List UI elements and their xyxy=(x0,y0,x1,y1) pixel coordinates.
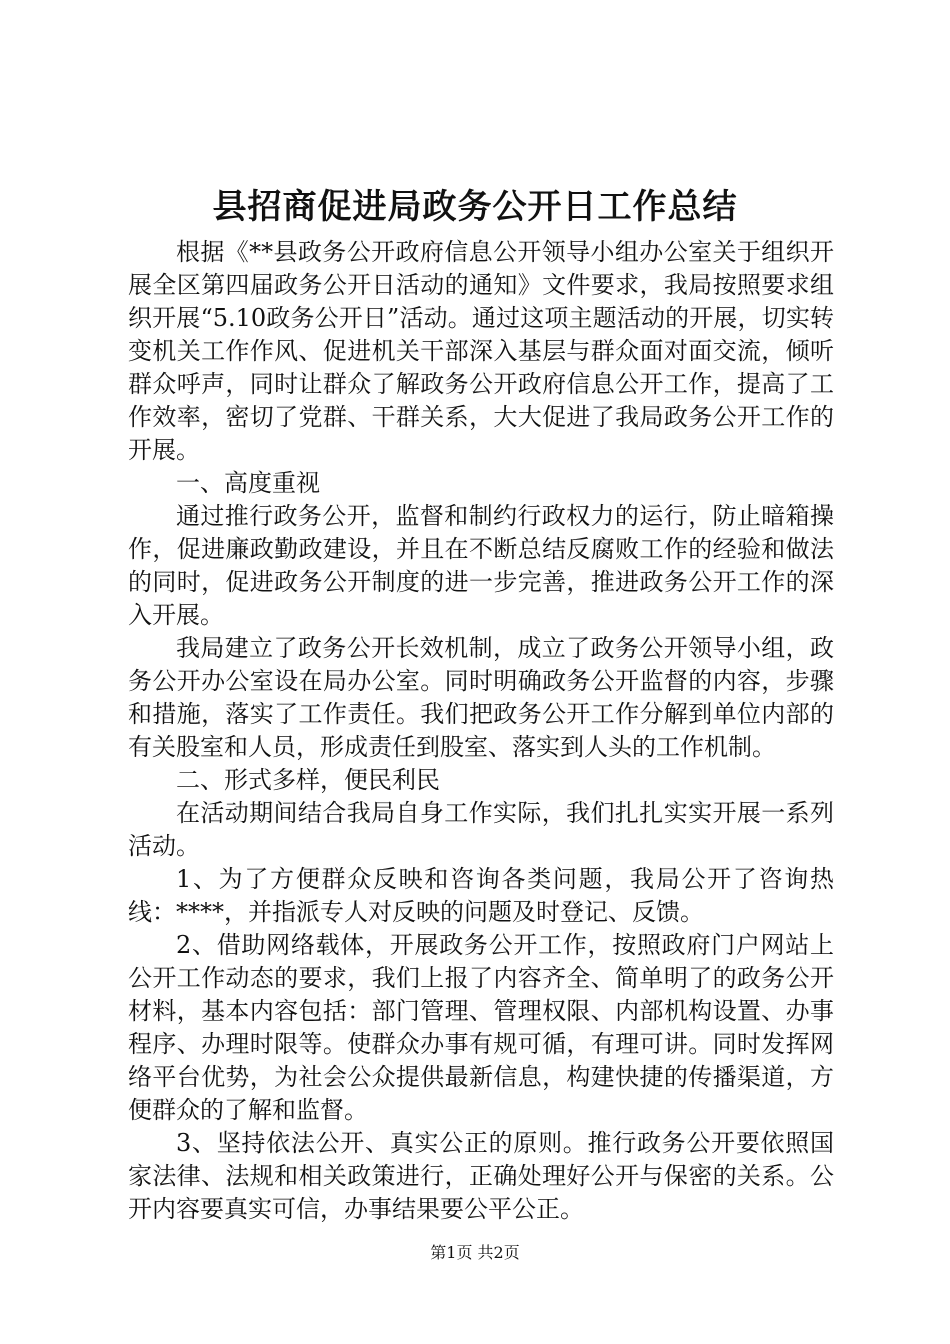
paragraph-section2-intro: 在活动期间结合我局自身工作实际，我们扎扎实实开展一系列活动。 xyxy=(128,799,834,860)
section-heading-1: 一、高度重视 xyxy=(176,469,320,497)
paragraph-section1-a: 通过推行政务公开，监督和制约行政权力的运行，防止暗箱操作，促进廉政勤政建设，并且在不断总结反腐败工作的经验和做法的同时，促进政务公开制度的进一步完善，推进政务公开工作的深入开展。 xyxy=(128,502,834,629)
paragraph-section1-b: 我局建立了政务公开长效机制，成立了政务公开领导小组，政务公开办公室设在局办公室。同时明确政务公开监督的内容，步骤和措施，落实了工作责任。我们把政务公开工作分解到单位内部的有关股室和人员，形成责任到股室、落实到人头的工作机制。 xyxy=(128,634,834,761)
section-heading-2: 二、形式多样，便民利民 xyxy=(176,766,440,794)
page-number-footer: 第1页 共2页 xyxy=(430,1243,520,1262)
document-body xyxy=(128,236,834,1226)
document-title: 县招商促进局政务公开日工作总结 xyxy=(212,187,738,227)
list-item-3: 3、坚持依法公开、真实公正的原则。推行政务公开要依照国家法律、法规和相关政策进行，正确处理好公开与保密的关系。公开内容要真实可信，办事结果要公平公正。 xyxy=(128,1129,834,1223)
list-item-2: 2、借助网络载体，开展政务公开工作，按照政府门户网站上公开工作动态的要求，我们上报了内容齐全、简单明了的政务公开材料，基本内容包括：部门管理、管理权限、内部机构设置、办事程序、办理时限等。使群众办事有规可循，有理可讲。同时发挥网络平台优势，为社会公众提供最新信息，构建快捷的传播渠道，方便群众的了解和监督。 xyxy=(128,931,834,1124)
list-item-1: 1、为了方便群众反映和咨询各类问题，我局公开了咨询热线：****，并指派专人对反映的问题及时登记、反馈。 xyxy=(128,865,834,926)
paragraph-intro: 根据《**县政务公开政府信息公开领导小组办公室关于组织开展全区第四届政务公开日活动的通知》文件要求，我局按照要求组织开展“5.10政务公开日”活动。通过这项主题活动的开展，切实转变机关工作作风、促进机关干部深入基层与群众面对面交流，倾听群众呼声，同时让群众了解政务公开政府信息公开工作，提高了工作效率，密切了党群、干群关系，大大促进了我局政务公开工作的开展。 xyxy=(128,238,834,464)
